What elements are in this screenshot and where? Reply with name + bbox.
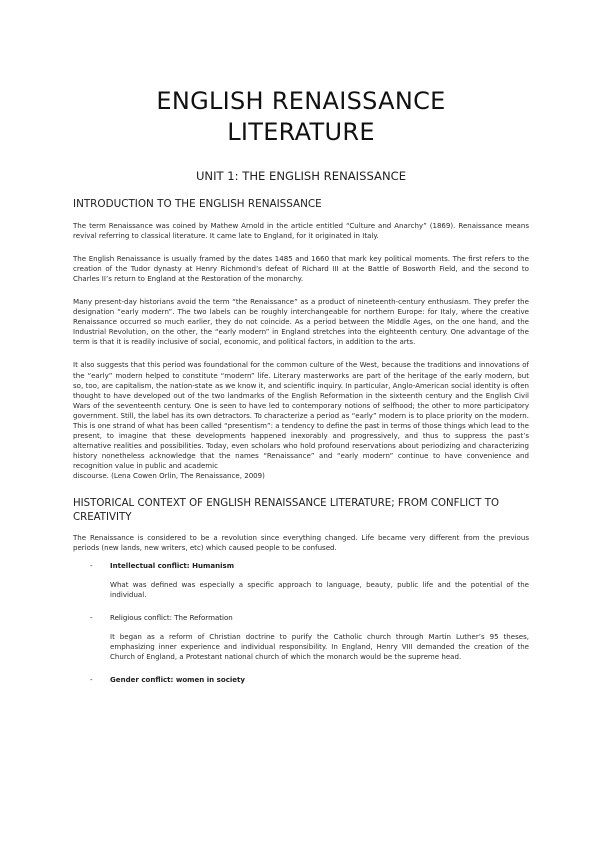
- title-line-2: LITERATURE: [227, 118, 375, 146]
- paragraph: [73, 360, 529, 481]
- list-item: [73, 675, 529, 685]
- list-item-heading: Gender conflict: women in society: [110, 675, 246, 685]
- document-title: [73, 86, 529, 148]
- paragraph: The term Renaissance was coined by Mathew Arnold in the article entitled “Culture and Anarchy” (1869). Renaissance means revival referring to classical literature. It came late to England, for it originated in Italy.: [73, 221, 529, 241]
- list-item-heading: Intellectual conflict: Humanism: [110, 561, 235, 571]
- bullet-dash: -: [90, 613, 93, 623]
- title-line-1: ENGLISH RENAISSANCE: [156, 87, 446, 115]
- bullet-dash: -: [90, 675, 93, 685]
- paragraph: The English Renaissance is usually framed by the dates 1485 and 1660 that mark key political moments. The first refers to the creation of the Tudor dynasty at Henry Richmond’s defeat of Richard III at the Battle of Bosworth Field, and the second to Charles II’s return to England at the Restoration of the monarchy.: [73, 254, 529, 284]
- list-item: [73, 613, 529, 662]
- paragraph: Many present-day historians avoid the term “the Renaissance” as a product of nineteenth-century enthusiasm. They prefer the designation “early modern”. The two labels can be roughly interchangeable for northern Europe: for Italy, where the creative Renaissance occurred so much earlier, they do not coincide. As a period between the Middle Ages, on the one hand, and the Industrial Revolution, on the other, the “early modern” in England stretches into the eighteenth century. One advantage of the term is that it is readily inclusive of social, economic, and political factors, in addition to the arts.: [73, 297, 529, 347]
- list-item-text: What was defined was especially a specific approach to language, beauty, public life and the potential of the individual.: [110, 580, 529, 600]
- conflict-list: [73, 561, 529, 685]
- paragraph-text: It also suggests that this period was foundational for the common culture of the West, because the traditions and innovations of the “early” modern helped to constitute “modern” life. Literary masterworks are part of the heritage of the early modern, but so, too, are capitalism, the nation-state as we know it, and scientific inquiry. In particular, Anglo-American social identity is often thought to have developed out of the two landmarks of the English Reformation in the sixteenth century and the English Civil Wars of the seventeenth century. One is seen to have led to contemporary notions of selfhood; the other to more participatory government. Still, the label has its own detractors. To characterize a period as “early” modern is to place priority on the modern. This is one strand of what has been called “presentism”: a tendency to define the past in terms of those things which lead to the present, to imagine that these developments happened inexorably and progressively, and thus to suppress the past’s alternative realities and possibilities. Today, even scholars who hold profound reservations about periodizing and characterizing history nonetheless acknowledge that the names “Renaissance” and “early modern” continue to have convenience and recognition value in public and academic: [73, 360, 529, 470]
- list-item-heading: Religious conflict: The Reformation: [110, 613, 233, 623]
- list-item: [73, 561, 529, 600]
- section-heading-historical-context: HISTORICAL CONTEXT OF ENGLISH RENAISSANCE LITERATURE; FROM CONFLICT TO CREATIVITY: [73, 498, 499, 523]
- document-page: [73, 0, 529, 685]
- list-item-text: It began as a reform of Christian doctrine to purify the Catholic church through Martin Luther’s 95 theses, emphasizing inner experience and individual responsibility. In England, Henry VIII demanded the creation of the Church of England, a Protestant national church of which the monarch would be the supreme head.: [110, 632, 529, 662]
- unit-title: UNIT 1: THE ENGLISH RENAISSANCE: [195, 169, 407, 183]
- bullet-dash: -: [90, 561, 93, 571]
- citation-text: discourse. (Lena Cowen Orlin, The Renaissance, 2009): [73, 470, 265, 480]
- paragraph: The Renaissance is considered to be a revolution since everything changed. Life became very different from the previous periods (new lands, new writers, etc) which caused people to be confused.: [73, 533, 529, 553]
- section-heading-introduction: INTRODUCTION TO THE ENGLISH RENAISSANCE: [73, 198, 322, 210]
